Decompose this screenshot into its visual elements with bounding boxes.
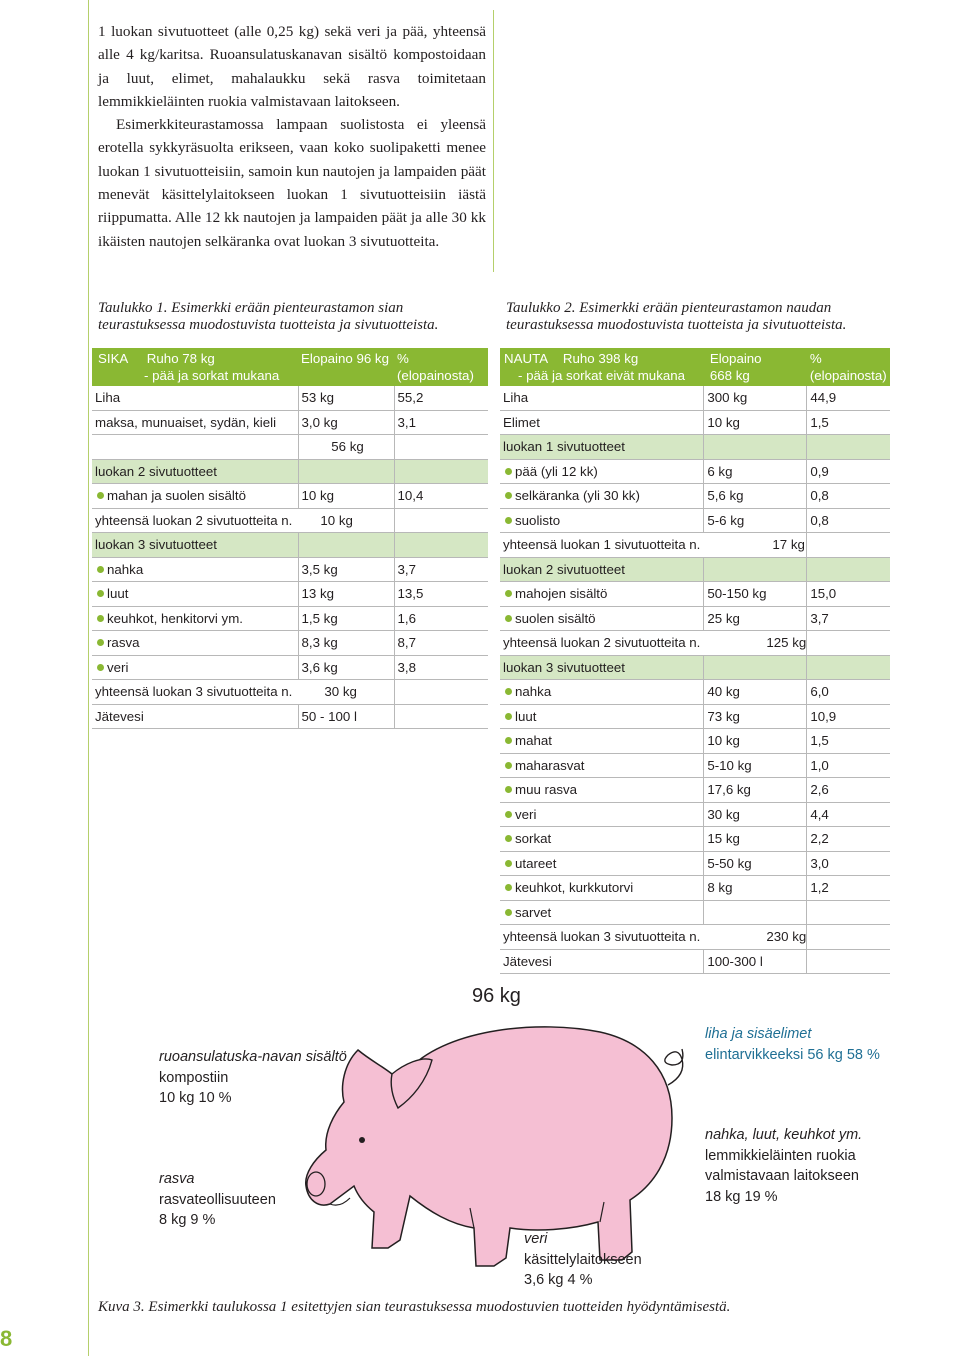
row-kg: 50 - 100 l [298, 704, 394, 729]
row-label-text: suolisto [515, 512, 561, 528]
table1-header [92, 348, 488, 386]
table-row [92, 606, 488, 631]
section-cell [807, 435, 890, 460]
table2-header-carcass-note: - pää ja sorkat eivät mukana [518, 368, 686, 383]
figure-caption: Kuva 3. Esimerkki taulukossa 1 esitettyjen sian teurastuksessa muodostuvien tuotteiden hyödyntämisestä. [98, 1299, 731, 1315]
row-pct: 4,4 [807, 802, 890, 827]
total-row [500, 631, 890, 656]
row-label-text: nahka [515, 684, 552, 700]
table1-header-carcass-note: - pää ja sorkat mukana [144, 368, 280, 383]
table2-header-pct: % [809, 351, 822, 366]
label-blood-title: veri [524, 1231, 548, 1247]
row-label [92, 631, 298, 656]
bullet-icon [505, 860, 512, 867]
table-row [92, 410, 488, 435]
row-label [92, 435, 298, 460]
bullet-icon [505, 590, 512, 597]
row-pct: 6,0 [807, 680, 890, 705]
row-kg: 10 kg [704, 410, 807, 435]
row-pct: 1,5 [807, 729, 890, 754]
row-kg: 3,6 kg [298, 655, 394, 680]
label-fat-dest: rasvateollisuuteen [159, 1191, 276, 1208]
section-cell [298, 533, 394, 558]
table2 [500, 348, 890, 974]
bullet-icon [505, 688, 512, 695]
row-label-text: maharasvat [515, 757, 585, 773]
row-label [92, 655, 298, 680]
row-kg: 15 kg [704, 827, 807, 852]
table2-header-liveweight-value: 668 kg [709, 368, 750, 383]
label-fat-title: rasva [159, 1171, 195, 1187]
row-pct: 0,8 [807, 508, 890, 533]
table-row [500, 876, 890, 901]
label-digestive-dest: kompostiin [159, 1069, 229, 1086]
section-row [500, 655, 890, 680]
total-label: yhteensä luokan 2 sivutuotteita n. [95, 512, 293, 528]
label-skin-title: nahka, luut, keuhkot ym. [705, 1127, 863, 1143]
row-pct: 3,8 [394, 655, 488, 680]
row-label [500, 802, 704, 827]
table-row [92, 435, 488, 460]
section-row [500, 435, 890, 460]
row-pct [394, 680, 488, 705]
section-label: luokan 1 sivutuotteet [500, 435, 704, 460]
table-row [500, 949, 890, 974]
row-kg: 10 kg [704, 729, 807, 754]
total-label: yhteensä luokan 2 sivutuotteita n. [503, 635, 701, 651]
label-meat-dest: elintarvikkeeksi 56 kg 58 % [705, 1046, 880, 1063]
bullet-icon [505, 713, 512, 720]
section-cell [394, 533, 488, 558]
section-row [92, 533, 488, 558]
table1-caption [98, 300, 438, 334]
label-meat [705, 1024, 880, 1065]
pig-weight-label: 96 kg [472, 985, 521, 1007]
row-kg: 1,5 kg [298, 606, 394, 631]
row-label: Liha [92, 386, 298, 410]
label-skin-dest1: lemmikkieläinten ruokia [705, 1147, 856, 1164]
row-label-text: mahan ja suolen sisältö [107, 488, 246, 504]
table2-header-animal: NAUTA [504, 351, 549, 366]
row-label-text: selkäranka (yli 30 kk) [515, 488, 640, 504]
row-pct: 3,1 [394, 410, 488, 435]
row-pct: 13,5 [394, 582, 488, 607]
table2-header-carcass: Ruho 398 kg [562, 351, 639, 366]
label-digestive [159, 1047, 347, 1109]
row-label: maksa, munuaiset, sydän, kieli [92, 410, 298, 435]
row-label [500, 851, 704, 876]
intro-paragraph-1: 1 luokan sivutuotteet (alle 0,25 kg) sekä veri ja pää, yhteensä alle 4 kg/karitsa. Ruoansulatuskanavan sisältö kompostoidaan ja luut, elimet, mahalaukku sekä rasva toimitetaan lemmikkieläinten ruokia valmistavaan laitokseen. [98, 23, 486, 110]
row-kg: 50-150 kg [704, 582, 807, 607]
row-pct [394, 435, 488, 460]
row-kg: 100-300 l [704, 949, 807, 974]
row-pct: 3,7 [807, 606, 890, 631]
table2-caption [506, 300, 846, 334]
label-digestive-title: ruoansulatuska-navan sisältö [159, 1049, 347, 1065]
table1-header-liveweight: Elopaino 96 kg [301, 351, 389, 366]
row-label-text: luut [515, 708, 537, 724]
row-label [500, 484, 704, 509]
section-cell [704, 655, 807, 680]
row-kg: 17,6 kg [704, 778, 807, 803]
row-kg: 5-10 kg [704, 753, 807, 778]
table1-header-carcass: Ruho 78 kg [146, 351, 215, 366]
row-label-text: utareet [515, 855, 557, 871]
intro-paragraph-2: Esimerkkiteurastamossa lampaan suolistosta ei yleensä erotella sykkyräsuolta erikseen, vaan koko suolipaketti menee luokan 1 sivutuotteisiin, samoin kun nautojen ja lampaiden päät menevät käsittelylaitokseen luokan 1 sivutuotteisiin iästä riippumatta. Alle 12 kk nautojen ja lampaiden päät ja alle 30 kk ikäisten nautojen selkäranka ovat luokan 3 sivutuotteita. [98, 116, 486, 250]
total-cell [500, 533, 807, 558]
section-cell [298, 459, 394, 484]
row-kg: 8 kg [704, 876, 807, 901]
table-row [500, 484, 890, 509]
section-cell [807, 557, 890, 582]
row-label [500, 827, 704, 852]
row-label [500, 606, 704, 631]
table-row [500, 778, 890, 803]
row-label [500, 778, 704, 803]
section-label: luokan 2 sivutuotteet [500, 557, 704, 582]
row-label [500, 753, 704, 778]
bullet-icon [505, 762, 512, 769]
table2-caption-line2: teurastuksessa muodostuvista tuotteista ja sivutuotteista. [506, 317, 847, 333]
table-row [500, 802, 890, 827]
row-pct: 3,0 [807, 851, 890, 876]
table-row [500, 827, 890, 852]
total-value: 230 kg [766, 929, 807, 945]
row-label [500, 876, 704, 901]
page-number: 8 [0, 1326, 13, 1351]
row-label [92, 557, 298, 582]
section-row [500, 557, 890, 582]
table2-caption-line1: Taulukko 2. Esimerkki erään pienteurastamon naudan [506, 300, 832, 316]
row-kg [704, 900, 807, 925]
pig-tail [665, 1049, 683, 1085]
table1-header-pct-note: (elopainosta) [397, 368, 474, 383]
total-row [500, 925, 890, 950]
row-pct: 2,6 [807, 778, 890, 803]
intro-text [98, 20, 486, 253]
total-row [500, 533, 890, 558]
bullet-icon [505, 615, 512, 622]
row-pct: 8,7 [394, 631, 488, 656]
table-row [500, 459, 890, 484]
bullet-icon [97, 566, 104, 573]
row-kg: 5,6 kg [704, 484, 807, 509]
bullet-icon [505, 468, 512, 475]
table-row [500, 851, 890, 876]
bullet-icon [505, 884, 512, 891]
row-label: Jätevesi [92, 704, 298, 729]
bullet-icon [97, 590, 104, 597]
table-row [500, 508, 890, 533]
label-blood-amount: 3,6 kg 4 % [524, 1272, 593, 1288]
row-pct: 55,2 [394, 386, 488, 410]
table-row [500, 704, 890, 729]
table-row [92, 655, 488, 680]
label-blood [524, 1229, 642, 1291]
bullet-icon [505, 835, 512, 842]
row-kg: 5-6 kg [704, 508, 807, 533]
row-label [500, 704, 704, 729]
row-label [500, 508, 704, 533]
label-skin-amount: 18 kg 19 % [705, 1188, 778, 1205]
row-label-text: muu rasva [515, 782, 578, 798]
row-label-text: mahojen sisältö [515, 586, 608, 602]
row-label-text: sarvet [515, 904, 552, 920]
row-label-text: veri [107, 659, 129, 675]
row-kg: 56 kg [298, 435, 394, 460]
row-pct: 3,7 [394, 557, 488, 582]
row-pct [807, 533, 890, 558]
row-label-text: mahat [515, 733, 552, 749]
bullet-icon [505, 737, 512, 744]
total-cell [500, 631, 807, 656]
row-label-text: nahka [107, 561, 144, 577]
bullet-icon [505, 517, 512, 524]
row-label-text: sorkat [515, 831, 552, 847]
table-row [92, 704, 488, 729]
row-pct: 1,2 [807, 876, 890, 901]
label-digestive-amount: 10 kg 10 % [159, 1090, 232, 1106]
section-label: luokan 3 sivutuotteet [500, 655, 704, 680]
row-kg: 10 kg [298, 484, 394, 509]
row-label [92, 582, 298, 607]
row-kg: 3,5 kg [298, 557, 394, 582]
table-row [92, 631, 488, 656]
bullet-icon [505, 786, 512, 793]
row-kg: 300 kg [704, 386, 807, 410]
table2-header-pct-note: (elopainosta) [809, 368, 887, 383]
row-kg: 30 kg [704, 802, 807, 827]
table1-header-animal: SIKA [98, 351, 129, 366]
total-row [92, 508, 488, 533]
row-pct [807, 925, 890, 950]
section-label: luokan 3 sivutuotteet [92, 533, 298, 558]
table-row [92, 484, 488, 509]
row-label [92, 606, 298, 631]
row-kg: 73 kg [704, 704, 807, 729]
total-label: yhteensä luokan 3 sivutuotteita n. [503, 929, 701, 945]
total-value: 10 kg [320, 512, 353, 528]
table-row [500, 729, 890, 754]
table-row [92, 386, 488, 410]
row-label-text: rasva [107, 635, 140, 651]
row-label: Elimet [500, 410, 704, 435]
label-blood-dest: käsittelylaitokseen [524, 1251, 642, 1268]
table1 [92, 348, 488, 729]
row-kg: 3,0 kg [298, 410, 394, 435]
bullet-icon [97, 615, 104, 622]
table2-header-liveweight: Elopaino [709, 351, 762, 366]
row-label-text: veri [515, 806, 537, 822]
row-label-text: luut [107, 586, 129, 602]
bullet-icon [97, 664, 104, 671]
row-kg: 25 kg [704, 606, 807, 631]
row-label-text: keuhkot, kurkkutorvi [515, 880, 634, 896]
row-label [500, 729, 704, 754]
total-cell [92, 680, 394, 705]
row-pct: 10,9 [807, 704, 890, 729]
total-row [92, 680, 488, 705]
bullet-icon [505, 811, 512, 818]
table1-caption-line2: teurastuksessa muodostuvista tuotteista ja sivutuotteista. [98, 317, 439, 333]
row-kg: 8,3 kg [298, 631, 394, 656]
table-row [500, 410, 890, 435]
table1-caption-line1: Taulukko 1. Esimerkki erään pienteurastamon sian [98, 300, 404, 316]
section-cell [807, 655, 890, 680]
section-cell [394, 459, 488, 484]
row-kg: 53 kg [298, 386, 394, 410]
row-pct [807, 631, 890, 656]
row-pct: 2,2 [807, 827, 890, 852]
row-label-text: pää (yli 12 kk) [515, 463, 598, 479]
bullet-icon [97, 492, 104, 499]
row-label [500, 582, 704, 607]
total-label: yhteensä luokan 1 sivutuotteita n. [503, 537, 701, 553]
row-pct: 15,0 [807, 582, 890, 607]
label-skin [705, 1125, 862, 1207]
row-label-text: keuhkot, henkitorvi ym. [107, 610, 243, 626]
row-pct: 1,6 [394, 606, 488, 631]
bullet-icon [505, 909, 512, 916]
total-cell [92, 508, 394, 533]
label-meat-title: liha ja sisäelimet [705, 1026, 812, 1042]
row-kg: 40 kg [704, 680, 807, 705]
table-row [500, 900, 890, 925]
total-value: 17 kg [772, 537, 805, 553]
row-kg: 6 kg [704, 459, 807, 484]
total-label: yhteensä luokan 3 sivutuotteita n. [95, 684, 293, 700]
row-pct [807, 900, 890, 925]
row-label [92, 484, 298, 509]
pig-illustration [300, 990, 720, 1290]
total-value: 125 kg [766, 635, 807, 651]
row-label: Jätevesi [500, 949, 704, 974]
total-cell [500, 925, 807, 950]
table-row [500, 753, 890, 778]
row-kg: 13 kg [298, 582, 394, 607]
table1-header-pct: % [397, 351, 409, 366]
table-row [500, 606, 890, 631]
row-pct: 0,8 [807, 484, 890, 509]
pig-snout [307, 1172, 325, 1196]
row-pct: 1,5 [807, 410, 890, 435]
table-row [92, 557, 488, 582]
row-label: Liha [500, 386, 704, 410]
label-skin-dest2: valmistavaan laitokseen [705, 1168, 859, 1184]
total-value: 30 kg [324, 684, 357, 700]
row-pct [394, 704, 488, 729]
column-divider [493, 10, 494, 272]
table2-header [500, 348, 890, 386]
label-fat-amount: 8 kg 9 % [159, 1212, 216, 1228]
label-fat [159, 1169, 276, 1231]
table-row [500, 680, 890, 705]
row-label [500, 459, 704, 484]
row-pct: 1,0 [807, 753, 890, 778]
bullet-icon [97, 639, 104, 646]
row-pct: 44,9 [807, 386, 890, 410]
row-pct [807, 949, 890, 974]
row-label [500, 900, 704, 925]
pig-eye [359, 1137, 365, 1143]
table-row [500, 386, 890, 410]
row-pct: 10,4 [394, 484, 488, 509]
section-cell [704, 557, 807, 582]
table-row [92, 582, 488, 607]
section-label: luokan 2 sivutuotteet [92, 459, 298, 484]
section-cell [704, 435, 807, 460]
row-pct [394, 508, 488, 533]
bullet-icon [505, 492, 512, 499]
row-kg: 5-50 kg [704, 851, 807, 876]
row-label [500, 680, 704, 705]
sidebar-rule [88, 0, 89, 1356]
row-pct: 0,9 [807, 459, 890, 484]
row-label-text: suolen sisältö [515, 610, 596, 626]
table-row [500, 582, 890, 607]
section-row [92, 459, 488, 484]
